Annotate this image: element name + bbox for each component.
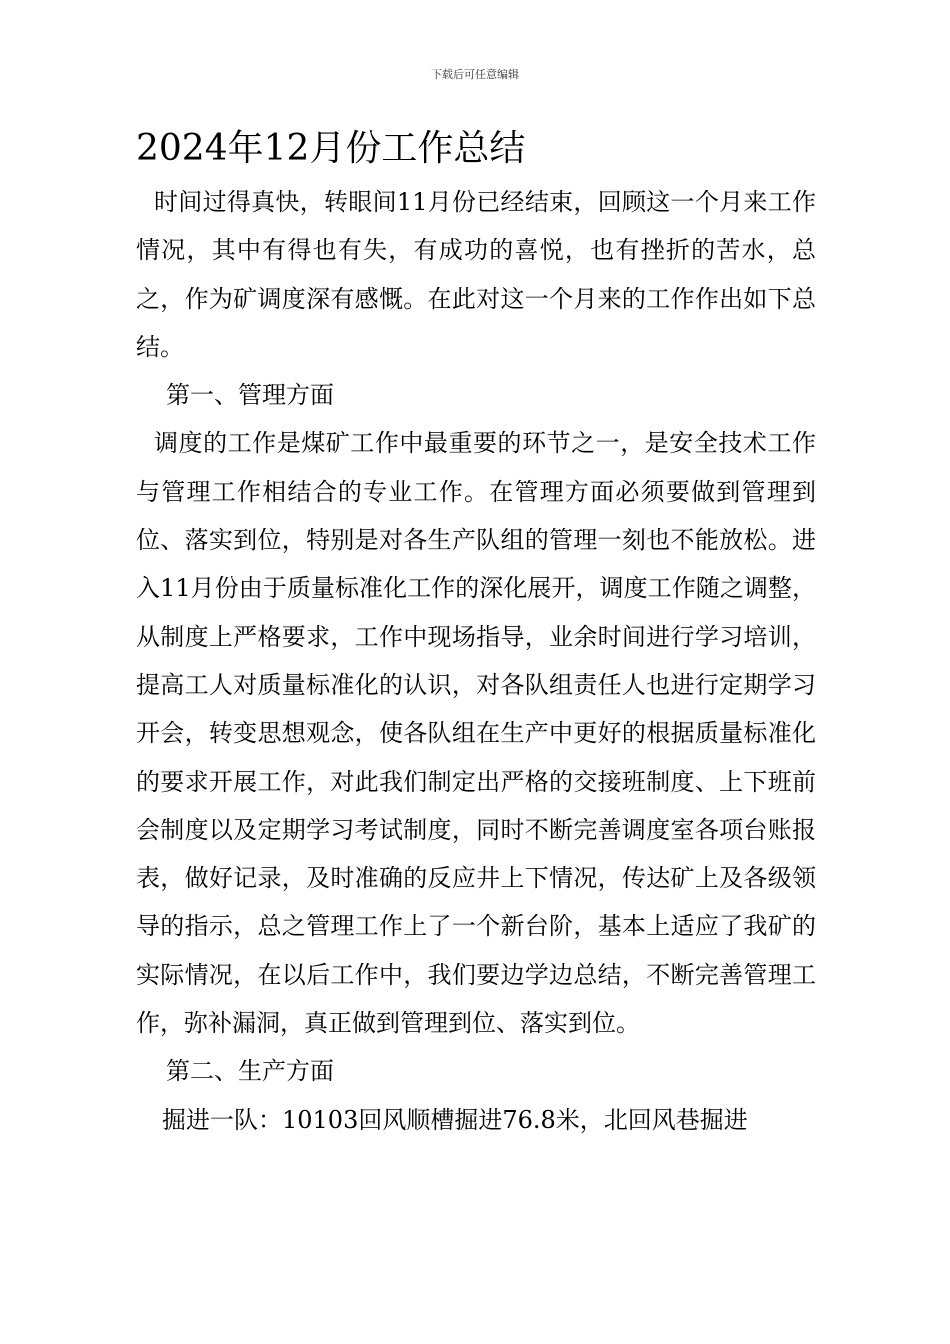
document-body bbox=[136, 178, 816, 1144]
paragraph-management: 调度的工作是煤矿工作中最重要的环节之一，是安全技术工作与管理工作相结合的专业工作。在管理方面必须要做到管理到位、落实到位，特别是对各生产队组的管理一刻也不能放松。进入11月份由于质量标准化工作的深化展开，调度工作随之调整，从制度上严格要求，工作中现场指导，业余时间进行学习培训，提高工人对质量标准化的认识，对各队组责任人也进行定期学习开会，转变思想观念，使各队组在生产中更好的根据质量标准化的要求开展工作，对此我们制定出严格的交接班制度、上下班前会制度以及定期学习考试制度，同时不断完善调度室各项台账报表，做好记录，及时准确的反应井上下情况，传达矿上及各级领导的指示，总之管理工作上了一个新台阶，基本上适应了我矿的实际情况，在以后工作中，我们要边学边总结，不断完善管理工作，弥补漏洞，真正做到管理到位、落实到位。 bbox=[136, 429, 816, 1038]
page-header-note: 下载后可任意编辑 bbox=[431, 68, 519, 81]
paragraph-intro: 时间过得真快，转眼间11月份已经结束，回顾这一个月来工作情况，其中有得也有失，有成功的喜悦，也有挫折的苦水，总之，作为矿调度深有感慨。在此对这一个月来的工作作出如下总结。 bbox=[136, 188, 816, 361]
heading-production: 第二、生产方面 bbox=[166, 1057, 334, 1086]
paragraph-production: 掘进一队：10103回风顺槽掘进76.8米，北回风巷掘进 bbox=[162, 1105, 748, 1134]
document-title: 2024年12月份工作总结 bbox=[136, 128, 526, 169]
heading-management: 第一、管理方面 bbox=[166, 381, 334, 410]
